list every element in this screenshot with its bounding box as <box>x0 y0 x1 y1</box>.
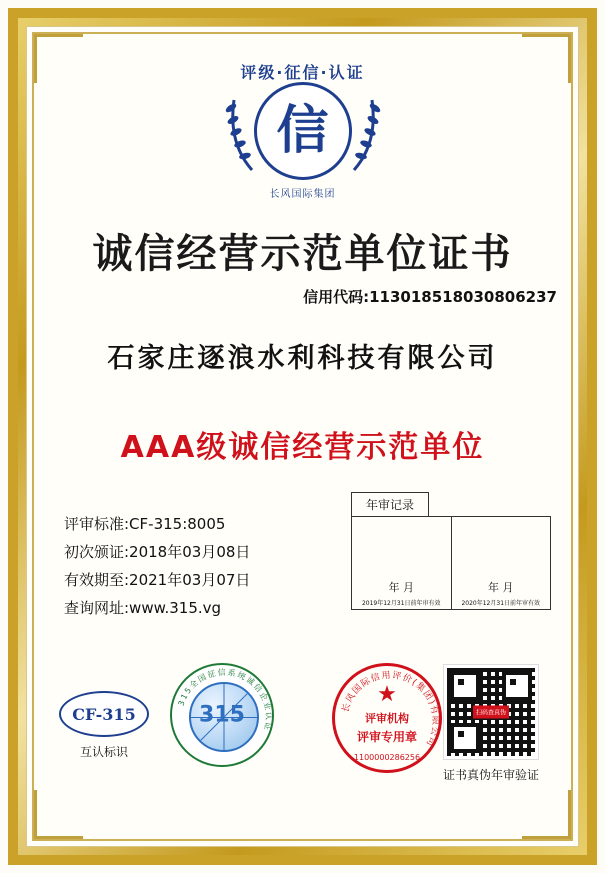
qr-center-label: 扫码查真伪 <box>473 706 509 719</box>
emblem-arc-text: 评级·征信·认证 <box>240 63 365 82</box>
globe-seal-badge <box>166 663 278 767</box>
seal-star-icon: ★ <box>377 681 397 706</box>
annual-review-cell-date: 年 月 <box>488 581 514 594</box>
seal-sub-text: 评审专用章 <box>356 730 417 744</box>
credit-code-label: 信用代码: <box>303 288 370 306</box>
certificate-content <box>40 40 565 833</box>
globe-seal <box>170 663 274 767</box>
annual-review-grid <box>351 516 551 610</box>
cf315-badge <box>54 691 154 760</box>
detail-first-issue-date: 初次颁证:2018年03月08日 <box>64 543 251 561</box>
certificate-title: 诚信经营示范单位证书 <box>92 231 513 277</box>
emblem-center-character: 信 <box>276 101 329 161</box>
emblem-area <box>40 56 565 206</box>
detail-review-standard: 评审标准:CF-315:8005 <box>64 515 226 533</box>
qr-code-icon[interactable] <box>444 665 538 759</box>
qr-eye-bottom-left <box>450 723 480 753</box>
emblem-organization-text: 长风国际集团 <box>269 189 336 200</box>
qr-eye-top-right <box>502 671 532 701</box>
credit-code-value: 113018518030806237 <box>369 288 557 306</box>
svg-text:长风国际信用评价(集团)有限公司: 长风国际信用评价(集团)有限公司 <box>340 670 441 749</box>
seal-middle-text: 评审机构 <box>365 712 409 725</box>
annual-review-cell-note: 2020年12月31日前年审有效 <box>461 600 541 607</box>
detail-valid-until: 有效期至:2021年03月07日 <box>64 571 251 589</box>
cf315-oval-text: CF-315 <box>59 691 149 737</box>
seal-body <box>332 663 442 773</box>
qr-verification-badge <box>431 665 551 783</box>
annual-review-cell-date: 年 月 <box>388 581 414 594</box>
red-official-seal <box>328 663 446 773</box>
annual-review-box <box>351 492 551 610</box>
wheat-left-icon <box>222 86 256 172</box>
detail-query-website: 查询网址:www.315.vg <box>64 599 222 617</box>
annual-review-cell <box>451 517 551 609</box>
organization-emblem <box>208 56 398 206</box>
award-level-line: AAA级诚信经营示范单位 <box>120 430 485 465</box>
annual-review-cell-note: 2019年12月31日前年审有效 <box>361 600 441 607</box>
cf315-caption: 互认标识 <box>79 745 128 759</box>
badge-row <box>40 657 565 787</box>
annual-review-cell <box>352 517 451 609</box>
annual-review-title: 年审记录 <box>351 492 429 516</box>
company-name: 石家庄逐浪水利科技有限公司 <box>107 343 498 374</box>
svg-text:315全国征信系统诚信企业认证: 315全国征信系统诚信企业认证 <box>176 667 274 733</box>
certificate-details <box>64 510 250 622</box>
emblem-circle <box>254 82 352 180</box>
seal-code: 1100000286256 <box>353 753 421 762</box>
qr-caption: 证书真伪年审验证 <box>442 768 539 782</box>
qr-eye-top-left <box>450 671 480 701</box>
credit-code <box>303 286 557 307</box>
globe-number: 315 <box>199 702 245 728</box>
wheat-right-icon <box>350 86 384 172</box>
